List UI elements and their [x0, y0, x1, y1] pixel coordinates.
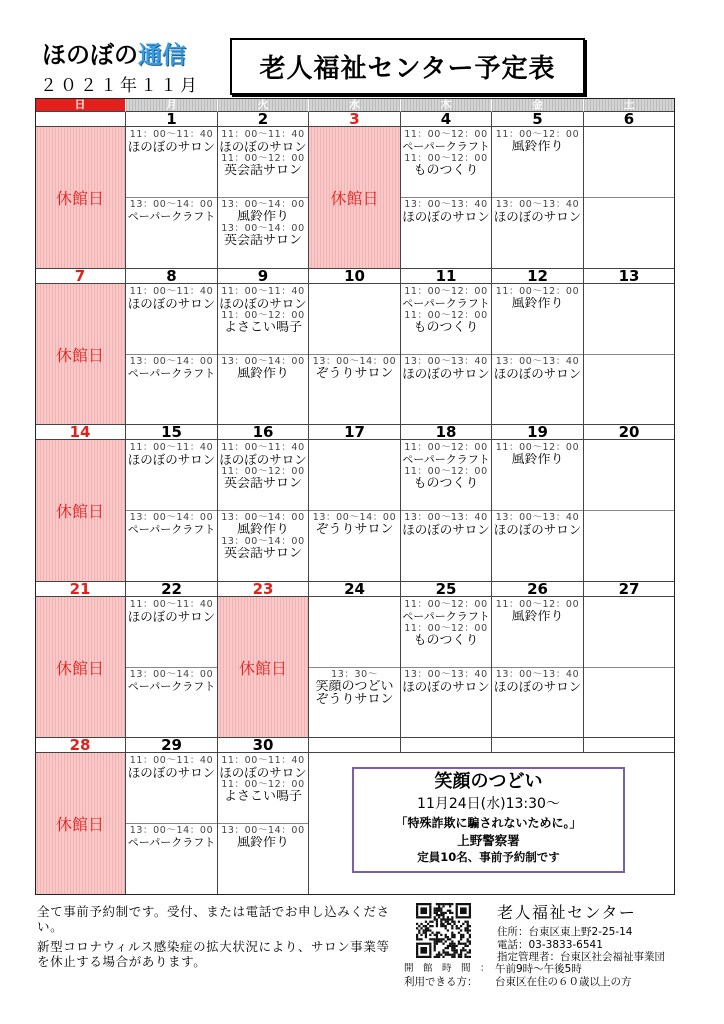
schedule-title-box	[230, 38, 585, 95]
date-cell-empty	[35, 112, 126, 127]
opening-hours-value: 午前9時～午後5時	[495, 963, 582, 975]
date-number: 5	[492, 112, 584, 127]
activity-name: ペーパークラフト	[402, 610, 490, 623]
activity-name: ほのぼのサロン	[219, 453, 307, 466]
activity-time: 11：00～12：00	[495, 599, 580, 610]
event-topic: 「特殊詐欺に騙されないために。」	[395, 816, 582, 830]
activity-time: 13：00～13：40	[495, 512, 580, 523]
am-pm-divider	[401, 510, 491, 511]
activity-name: ペーパークラフト	[127, 680, 216, 693]
closed-day-cell	[35, 127, 126, 269]
activity-name: 英会話サロン	[223, 164, 302, 177]
event-datetime: 11月24日(水)13:30～	[417, 796, 560, 812]
closed-day-label: 休館日	[238, 658, 287, 678]
opening-hours-row	[404, 963, 704, 975]
closed-day-label: 休館日	[55, 815, 104, 834]
activity-time: 11：00～11：40	[221, 755, 305, 766]
activity-name: 笑顔のつどい	[315, 680, 394, 693]
closed-day-label: 休館日	[330, 189, 379, 208]
activity-time: 11：00～11：40	[129, 286, 214, 297]
closed-day-cell	[35, 597, 126, 738]
date-number: 15	[126, 425, 218, 440]
event-announcement-box	[352, 767, 625, 873]
activity-name: ほのぼのサロン	[127, 453, 216, 466]
activity-name: ものつくり	[413, 164, 479, 177]
newsletter-logo	[42, 40, 186, 70]
issue-month: ２０２１年１１月	[40, 76, 200, 96]
activity-name: ほのぼのサロン	[219, 297, 307, 310]
activity-name: ペーパークラフト	[127, 210, 216, 223]
am-pm-divider	[401, 354, 491, 355]
qr-code	[416, 903, 471, 958]
am-pm-divider	[401, 197, 491, 198]
date-number: 14	[35, 425, 126, 440]
activity-time: 13：00～14：00	[129, 512, 214, 523]
day-schedule-cell	[584, 597, 675, 738]
am-pm-divider	[218, 197, 308, 198]
am-pm-divider	[126, 510, 217, 511]
center-manager: 指定管理者：台東区社会福祉事業団	[497, 951, 665, 963]
am-pm-divider	[492, 510, 583, 511]
activity-time: 11：00～12：00	[404, 623, 488, 634]
activity-name: 風鈴作り	[511, 610, 564, 623]
day-schedule-cell	[309, 284, 401, 425]
date-number: 22	[126, 582, 218, 597]
reservation-notice: 全て事前予約制です。受付、または電話でお申し込みください。	[37, 904, 390, 934]
closed-day-cell	[35, 753, 126, 895]
date-number: 27	[584, 582, 675, 597]
day-schedule-cell	[126, 753, 218, 895]
day-schedule-cell	[126, 440, 218, 582]
activity-name: 風鈴作り	[511, 297, 564, 310]
am-pm-divider	[126, 197, 217, 198]
event-title: 笑顔のつどい	[434, 771, 543, 792]
date-number: 24	[309, 582, 401, 597]
activity-time: 13：00～13：40	[495, 356, 580, 367]
activity-name: 英会話サロン	[223, 477, 302, 490]
activity-name: 英会話サロン	[223, 547, 302, 560]
closed-day-label: 休館日	[55, 345, 104, 365]
covid-notice: 新型コロナウィルス感染症の拡大状況により、サロン事業等を休止する場合があります。	[37, 939, 390, 969]
am-pm-divider	[309, 667, 400, 668]
schedule-title: 老人福祉センター予定表	[259, 54, 556, 84]
date-number: 11	[401, 269, 492, 284]
date-number: 25	[401, 582, 492, 597]
weekday-header: 日	[35, 98, 126, 112]
activity-time: 11：00～12：00	[404, 310, 488, 321]
date-number: 19	[492, 425, 584, 440]
activity-name: ほのぼのサロン	[127, 297, 216, 310]
am-pm-divider	[309, 354, 400, 355]
weekday-header: 月	[126, 98, 218, 112]
date-number: 26	[492, 582, 584, 597]
date-number: 4	[401, 112, 492, 127]
activity-name: 風鈴作り	[236, 367, 289, 380]
activity-time: 13：00～13：40	[404, 669, 488, 680]
activity-name: ペーパークラフト	[402, 453, 490, 466]
opening-hours-label: 開 館 時 間 ：	[404, 963, 490, 974]
day-schedule-cell	[492, 440, 584, 582]
day-schedule-cell	[218, 440, 309, 582]
logo-text: ほのぼの	[42, 41, 138, 69]
day-schedule-cell	[584, 127, 675, 269]
activity-name: ほのぼのサロン	[402, 367, 490, 380]
day-schedule-cell	[218, 284, 309, 425]
activity-name: 風鈴作り	[236, 523, 289, 536]
date-number: 16	[218, 425, 309, 440]
day-schedule-cell	[126, 597, 218, 738]
activity-name: ほのぼのサロン	[127, 766, 216, 779]
activity-time: 11：00～11：40	[129, 755, 214, 766]
activity-time: 13：30～	[331, 669, 378, 680]
am-pm-divider	[584, 667, 674, 668]
activity-name: ペーパークラフト	[402, 140, 490, 153]
activity-time: 11：00～12：00	[404, 442, 488, 453]
weekday-header: 土	[584, 98, 675, 112]
activity-name: ほのぼのサロン	[127, 610, 216, 623]
activity-time: 11：00～12：00	[404, 153, 488, 164]
closed-day-label: 休館日	[55, 502, 104, 521]
activity-time: 13：00～14：00	[129, 356, 214, 367]
date-number: 17	[309, 425, 401, 440]
closed-day-cell	[309, 127, 401, 269]
day-schedule-cell	[492, 284, 584, 425]
day-schedule-cell	[492, 597, 584, 738]
activity-time: 11：00～12：00	[495, 129, 580, 140]
activity-time: 11：00～12：00	[404, 129, 488, 140]
date-number: 8	[126, 269, 218, 284]
activity-time: 13：00～14：00	[129, 825, 214, 836]
date-number: 2	[218, 112, 309, 127]
day-schedule-cell	[218, 127, 309, 269]
date-number: 30	[218, 738, 309, 753]
event-speaker: 上野警察署	[457, 833, 520, 848]
closed-day-label: 休館日	[55, 658, 104, 678]
am-pm-divider	[401, 667, 491, 668]
day-schedule-cell	[584, 440, 675, 582]
closed-day-cell	[35, 440, 126, 582]
date-number: 9	[218, 269, 309, 284]
activity-name: ほのぼのサロン	[402, 523, 490, 536]
date-number: 10	[309, 269, 401, 284]
activity-time: 13：00～14：00	[221, 825, 305, 836]
activity-time: 13：00～13：40	[404, 356, 488, 367]
am-pm-divider	[218, 823, 308, 824]
activity-name: ほのぼのサロン	[493, 680, 582, 693]
am-pm-divider	[309, 510, 400, 511]
am-pm-divider	[126, 823, 217, 824]
am-pm-divider	[218, 354, 308, 355]
activity-name: ぞうりサロン	[315, 693, 394, 706]
date-number: 12	[492, 269, 584, 284]
am-pm-divider	[584, 197, 674, 198]
activity-name: ほのぼのサロン	[402, 210, 490, 223]
day-schedule-cell	[126, 284, 218, 425]
activity-time: 11：00～11：40	[129, 599, 214, 610]
activity-time: 13：00～14：00	[221, 223, 305, 234]
activity-name: よさこい鳴子	[223, 321, 302, 334]
activity-name: ほのぼのサロン	[219, 766, 307, 779]
activity-name: 風鈴作り	[511, 140, 564, 153]
date-number: 3	[309, 112, 401, 127]
activity-name: ぞうりサロン	[315, 523, 394, 536]
activity-name: ほのぼのサロン	[493, 210, 582, 223]
date-number: 28	[35, 738, 126, 753]
date-number: 6	[584, 112, 675, 127]
center-name: 老人福祉センター	[497, 903, 637, 922]
activity-time: 11：00～12：00	[495, 442, 580, 453]
date-number: 1	[126, 112, 218, 127]
activity-time: 13：00～14：00	[221, 536, 305, 547]
date-cell-empty	[584, 738, 675, 753]
day-schedule-cell	[401, 284, 492, 425]
activity-name: 風鈴作り	[236, 836, 289, 849]
activity-time: 11：00～12：00	[404, 466, 488, 477]
date-number: 29	[126, 738, 218, 753]
am-pm-divider	[492, 354, 583, 355]
date-cell-empty	[401, 738, 492, 753]
activity-time: 13：00～13：40	[404, 199, 488, 210]
am-pm-divider	[584, 510, 674, 511]
activity-time: 13：00～13：40	[495, 669, 580, 680]
activity-time: 11：00～11：40	[221, 442, 305, 453]
date-cell-empty	[492, 738, 584, 753]
weekday-header: 水	[309, 98, 401, 112]
activity-name: ものつくり	[413, 321, 479, 334]
activity-time: 13：00～14：00	[221, 512, 305, 523]
activity-time: 11：00～11：40	[221, 129, 305, 140]
event-capacity-note: 定員10名、事前予約制です	[417, 850, 560, 864]
day-schedule-cell	[401, 127, 492, 269]
date-number: 13	[584, 269, 675, 284]
activity-name: 風鈴作り	[236, 210, 289, 223]
logo-accent-text: 通信	[138, 41, 186, 69]
day-schedule-cell	[309, 440, 401, 582]
weekday-header: 木	[401, 98, 492, 112]
activity-name: ペーパークラフト	[127, 367, 216, 380]
activity-name: ものつくり	[413, 477, 479, 490]
activity-name: ペーパークラフト	[127, 523, 216, 536]
activity-time: 13：00～13：40	[404, 512, 488, 523]
closed-day-label: 休館日	[55, 189, 104, 208]
day-schedule-cell	[309, 597, 401, 738]
activity-time: 11：00～12：00	[404, 286, 488, 297]
day-schedule-cell	[492, 127, 584, 269]
activity-name: 風鈴作り	[511, 453, 564, 466]
activity-name: ぞうりサロン	[315, 367, 394, 380]
activity-name: ほのぼのサロン	[127, 140, 216, 153]
activity-time: 13：00～14：00	[129, 669, 214, 680]
day-schedule-cell	[584, 284, 675, 425]
activity-time: 13：00～14：00	[221, 356, 305, 367]
eligibility-row	[404, 976, 704, 988]
day-schedule-cell	[126, 127, 218, 269]
activity-name: ほのぼのサロン	[219, 140, 307, 153]
activity-name: 英会話サロン	[223, 234, 302, 247]
activity-time: 11：00～12：00	[404, 599, 488, 610]
date-number: 23	[218, 582, 309, 597]
day-schedule-cell	[218, 753, 309, 895]
center-address: 住所：台東区東上野2-25-14	[497, 926, 633, 938]
day-schedule-cell	[401, 440, 492, 582]
activity-time: 13：00～13：40	[495, 199, 580, 210]
closed-day-cell	[218, 597, 309, 738]
date-number: 20	[584, 425, 675, 440]
am-pm-divider	[126, 354, 217, 355]
eligibility-value: 台東区在住の６０歳以上の方	[495, 976, 632, 988]
day-schedule-cell	[401, 597, 492, 738]
eligibility-label: 利用できる方：	[404, 976, 478, 988]
weekday-header: 火	[218, 98, 309, 112]
am-pm-divider	[492, 197, 583, 198]
am-pm-divider	[584, 354, 674, 355]
footer-notes	[37, 905, 397, 975]
date-number: 7	[35, 269, 126, 284]
center-phone: 電話：03-3833-6541	[497, 939, 603, 951]
activity-time: 11：00～12：00	[221, 779, 305, 790]
activity-time: 11：00～12：00	[221, 153, 305, 164]
activity-time: 11：00～11：40	[129, 129, 214, 140]
activity-time: 11：00～12：00	[495, 286, 580, 297]
activity-name: よさこい鳴子	[223, 790, 302, 803]
date-number: 18	[401, 425, 492, 440]
date-number: 21	[35, 582, 126, 597]
activity-time: 11：00～11：40	[129, 442, 214, 453]
activity-name: ものつくり	[413, 634, 479, 647]
weekday-header: 金	[492, 98, 584, 112]
activity-name: ほのぼのサロン	[493, 523, 582, 536]
activity-time: 11：00～12：00	[221, 466, 305, 477]
activity-name: ほのぼのサロン	[493, 367, 582, 380]
am-pm-divider	[218, 510, 308, 511]
date-cell-empty	[309, 738, 401, 753]
activity-time: 11：00～11：40	[221, 286, 305, 297]
activity-name: ペーパークラフト	[127, 836, 216, 849]
activity-name: ペーパークラフト	[402, 297, 490, 310]
activity-time: 13：00～14：00	[221, 199, 305, 210]
closed-day-cell	[35, 284, 126, 425]
am-pm-divider	[492, 667, 583, 668]
activity-time: 13：00～14：00	[312, 512, 397, 523]
activity-time: 13：00～14：00	[312, 356, 397, 367]
am-pm-divider	[126, 667, 217, 668]
activity-time: 11：00～12：00	[221, 310, 305, 321]
activity-time: 13：00～14：00	[129, 199, 214, 210]
activity-name: ほのぼのサロン	[402, 680, 490, 693]
